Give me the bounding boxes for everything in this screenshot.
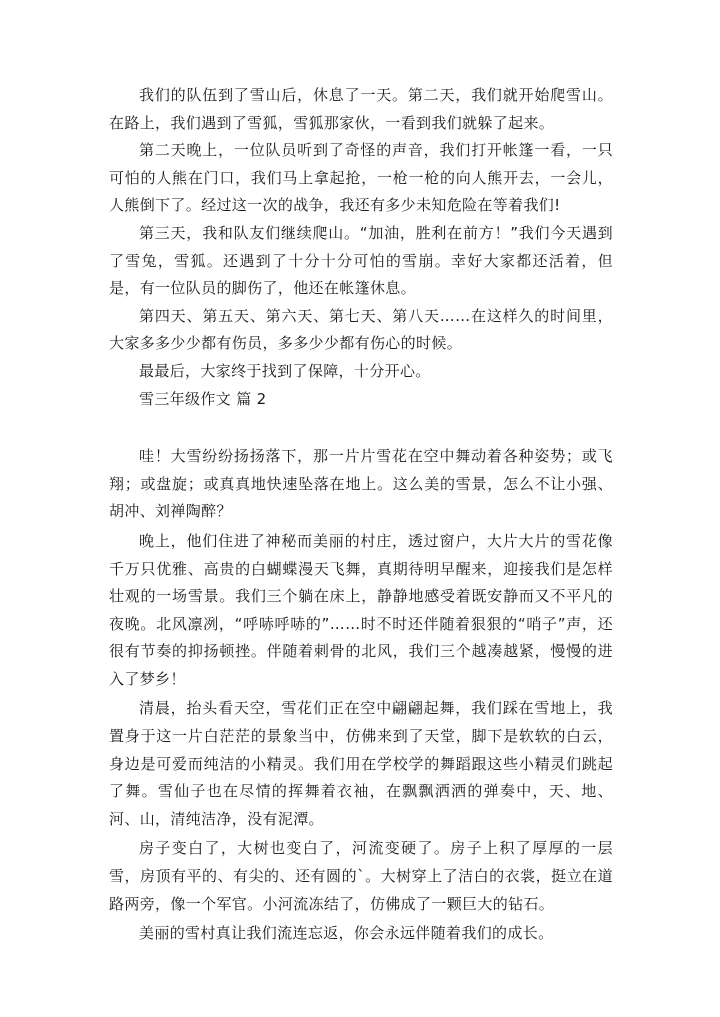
paragraph: 第二天晚上，一位队员听到了奇怪的声音，我们打开帐篷一看，一只可怕的人熊在门口，我们马上拿起抢，一枪一枪的向人熊开去，一会儿，人熊倒下了。经过这一次的战争，我还有多少未知危险在等着我们! (109, 141, 613, 215)
paragraph: 最最后，大家终于找到了保障，十分开心。 (139, 361, 431, 380)
paragraph: 第三天，我和队友们继续爬山。“加油，胜利在前方！”我们今天遇到了雪兔，雪狐。还遇到了十分十分可怕的雪崩。幸好大家都还活着，但是，有一位队员的脚伤了，他还在帐篷休息。 (109, 223, 613, 298)
paragraph: 哇！大雪纷纷扬扬落下，那一片片雪花在空中舞动着各种姿势；或飞翔；或盘旋；或真真地快速坠落在地上。这么美的雪景，怎么不让小强、胡冲、刘禅陶醉？ (109, 447, 613, 521)
paragraph: 美丽的雪村真让我们流连忘返，你会永远伴随着我们的成长。 (139, 924, 554, 943)
paragraph: 我们的队伍到了雪山后，休息了一天。第二天，我们就开始爬雪山。在路上，我们遇到了雪狐，雪狐那家伙，一看到我们就躲了起来。 (109, 86, 613, 132)
paragraph: 晚上，他们住进了神秘而美丽的村庄，透过窗户，大片大片的雪花像千万只优雅、高贵的白蝴蝶漫天飞舞，真期待明早醒来，迎接我们是怎样壮观的一场雪景。我们三个躺在床上，静静地感受着既安静而又不平凡的夜晚。北风凛冽，“呼哧呼哧的”……时不时还伴随着狠狠的“哨子”声，还很有节奏的抑扬顿挫。伴随着刺骨的北风，我们三个越凑越紧，慢慢的进入了梦乡！ (109, 531, 613, 688)
paragraph: 清晨，抬头看天空，雪花们正在空中翩翩起舞，我们踩在雪地上，我置身于这一片白茫茫的景象当中，仿佛来到了天堂，脚下是软软的白云，身边是可爱而纯洁的小精灵。我们用在学校学的舞蹈跟这些小精灵们跳起了舞。雪仙子也在尽情的挥舞着衣袖，在飘飘洒洒的弹奏中，天、地、河、山，清纯洁净，没有泥潭。 (109, 699, 613, 828)
section-heading: 雪三年级作文 篇 2 (139, 389, 267, 408)
paragraph: 房子变白了，大树也变白了，河流变硬了。房子上积了厚厚的一层雪，房顶有平的、有尖的、还有圆的`。大树穿上了洁白的衣裳，挺立在道路两旁，像一个军官。小河流冻结了，仿佛成了一颗巨大的钻石。 (109, 839, 613, 913)
section-2 (109, 443, 613, 948)
paragraph: 第四天、第五天、第六天、第七天、第八天……在这样久的时间里，大家多多少少都有伤员，多多少少都有伤心的时候。 (109, 306, 613, 353)
document-page (109, 82, 613, 950)
section-1 (109, 82, 613, 386)
spacer (109, 413, 613, 443)
